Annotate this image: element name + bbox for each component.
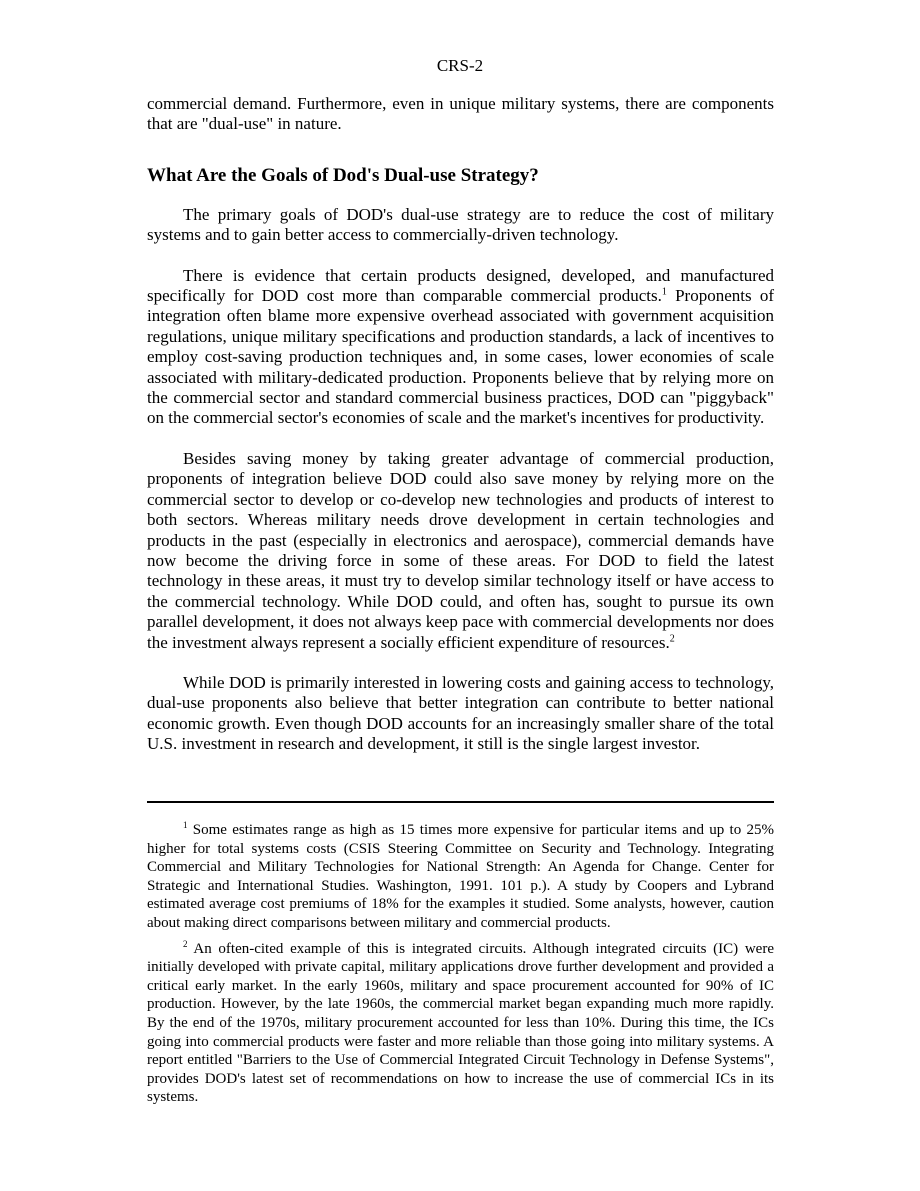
footnote-1-mark: 1 bbox=[183, 820, 188, 830]
goals-paragraph: The primary goals of DOD's dual-use strategy are to reduce the cost of military systems and to gain better access to commercially-driven technology. bbox=[147, 204, 774, 245]
footnote-divider bbox=[147, 801, 774, 803]
besides-paragraph bbox=[147, 449, 774, 653]
intro-paragraph: commercial demand. Furthermore, even in unique military systems, there are components that are "dual-use" in nature. bbox=[147, 94, 774, 134]
footnote-2-mark: 2 bbox=[183, 938, 188, 949]
footnote-2-text: An often-cited example of this is integrated circuits. Although integrated circuits (IC) were initially developed with private capital, military applications drove further development and provided a critical early market. In the early 1960s, military and space procurement accounted for 90% of IC production. However, by the late 1960s, the commercial market began expanding much more rapidly. By the end of the 1970s, military procurement accounted for less than 10%. During this time, the ICs going into commercial products were faster and more reliable than those going into military systems. A report entitled "Barriers to the Use of Commercial Integrated Circuit Technology in Defense Systems", provides DOD's latest set of recommendations on how to increase the use of commercial ICs in its systems. bbox=[147, 940, 774, 1106]
main-text bbox=[147, 94, 774, 755]
evidence-text-start: There is evidence that certain products designed, developed, and manufactured specifically for DOD cost more than comparable commercial products. bbox=[147, 265, 774, 306]
footnote-reference-1: 1 bbox=[661, 286, 667, 298]
while-paragraph: While DOD is primarily interested in lowering costs and gaining access to technology, dual-use proponents also believe that better integration can contribute to better national economic growth. Even though DOD accounts for an increasingly smaller share of the total U.S. investment in research and development, it still is the single largest investor. bbox=[147, 672, 774, 754]
evidence-paragraph bbox=[147, 266, 774, 429]
footnotes-section bbox=[147, 821, 774, 1107]
evidence-text-end: Proponents of integration often blame more expensive overhead associated with government acquisition regulations, unique military specifications and production standards, a lack of incentives to employ cost-saving production techniques and, in some cases, lower economies of scale associated with military-dedicated production. Proponents believe that by relying more on the commercial sector and standard commercial business practices, DOD can "piggyback" on the commercial sector's economies of scale and the market's incentives for productivity. bbox=[147, 286, 774, 428]
besides-text: Besides saving money by taking greater advantage of commercial production, proponents of integration believe DOD could also save money by relying more on the commercial sector to develop or co-develop new technologies and products of interest to both sectors. Whereas military needs drove development in certain technologies and products in the past (especially in electronics and aerospace), commercial demands have now become the driving force in some of these areas. For DOD to field the latest technology in these areas, it must try to develop similar technology itself or have access to the commercial technology. While DOD could, and often has, sought to pursue its own parallel development, it does not always keep pace with commercial developments nor does the investment always represent a socially efficient expenditure of resources. bbox=[147, 448, 774, 652]
footnote-reference-2: 2 bbox=[669, 632, 675, 644]
footnote-1 bbox=[147, 821, 774, 933]
section-heading: What Are the Goals of Dod's Dual-use Strategy? bbox=[147, 164, 539, 186]
footnote-1-text: Some estimates range as high as 15 times more expensive for particular items and up to 25% higher for total systems costs (CSIS Steering Committee on Security and Technology. Integrating Commercial and Military Technologies for National Strength: An Agenda for Change. Center for Strategic and International Studies. Washington, 1991. 101 p.). A study by Coopers and Lybrand estimated average cost premiums of 18% for the examples it studied. Some analysts, however, caution about making direct comparisons between military and commercial products. bbox=[147, 822, 774, 931]
footnote-2 bbox=[147, 940, 774, 1107]
page-number-header: CRS-2 bbox=[436, 56, 484, 75]
